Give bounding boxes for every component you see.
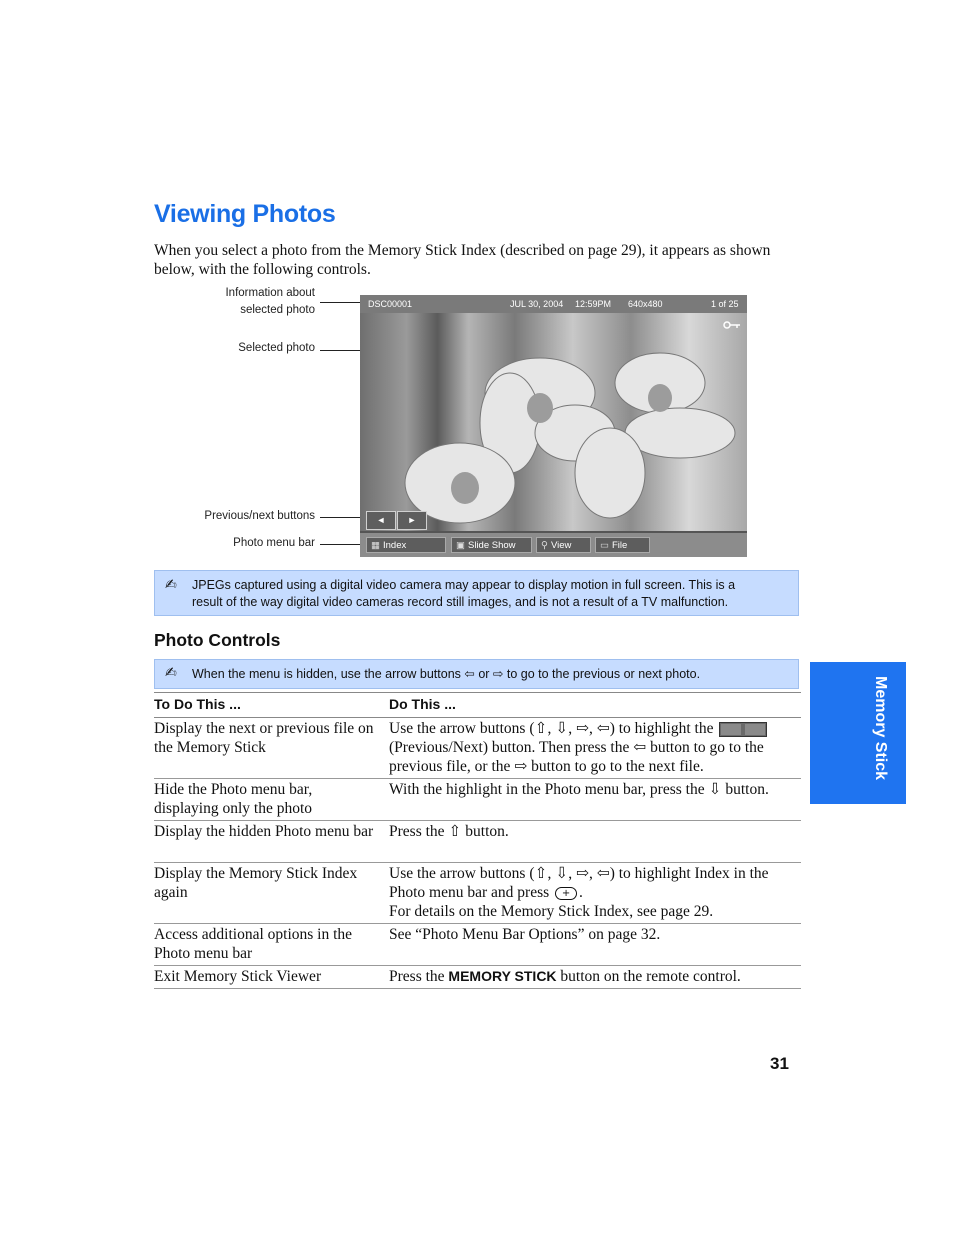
note-line: When the menu is hidden, use the arrow buttons ⇦ or ⇨ to go to the previous or next photo. (192, 667, 701, 681)
row-action: Exit Memory Stick Viewer (154, 968, 322, 985)
table-row (154, 718, 801, 779)
photo-viewer-screen (360, 295, 747, 557)
note-line: result of the way digital video cameras record still images, and is not a result of a TV malfunction. (192, 595, 729, 609)
menu-slideshow-button[interactable]: ▣ Slide Show (451, 537, 532, 553)
table-row (154, 821, 801, 863)
pencil-note-icon: ✍ (165, 576, 177, 592)
table-header (154, 692, 801, 718)
menu-file-button[interactable]: ▭ File (595, 537, 650, 553)
photo-time: 12:59PM (575, 299, 612, 309)
table-row (154, 966, 801, 989)
row-action: Display the next or previous file on the Memory Stick (154, 720, 374, 756)
row-action: Hide the Photo menu bar, displaying only the photo (154, 781, 313, 817)
leader-line (320, 302, 360, 303)
section-side-tab (810, 662, 906, 804)
row-action: Display the Memory Stick Index again (154, 865, 358, 901)
memory-stick-button-name: MEMORY STICK (448, 968, 557, 984)
callout-selected: Selected photo (238, 342, 315, 354)
note-line: JPEGs captured using a digital video camera may appear to display motion in full screen. This is a (192, 578, 736, 592)
column-header: To Do This ... (154, 696, 241, 712)
table-row (154, 924, 801, 966)
selected-photo (360, 313, 747, 531)
protect-key-icon (723, 317, 741, 335)
table-row (154, 863, 801, 924)
row-action: Access additional options in the Photo menu bar (154, 926, 353, 962)
leader-line (320, 544, 364, 545)
row-instruction: Use the arrow buttons (⇧, ⇩, ⇨, ⇦) to highlight the (Previous/Next) button. Then press the ⇦ button to go to the previous file, or the ⇨ button to go to the next file. (389, 719, 801, 776)
section-heading: Photo Controls (154, 630, 281, 650)
row-instruction: Use the arrow buttons (⇧, ⇩, ⇨, ⇦) to highlight Index in the Photo menu bar and press + . For details on the Memory Stick Index, see page 29. (389, 865, 769, 920)
photo-info-bar (360, 295, 747, 313)
prev-button[interactable]: ◄ (366, 511, 396, 530)
row-instruction: With the highlight in the Photo menu bar, press the ⇩ button. (389, 781, 769, 798)
row-action: Display the hidden Photo menu bar (154, 823, 374, 840)
magnifier-icon: ⚲ (541, 540, 548, 551)
photo-controls-table (154, 692, 801, 989)
photo-count: 1 of 25 (711, 299, 739, 309)
menu-index-button[interactable]: ▦ Index (366, 537, 446, 553)
table-row (154, 779, 801, 821)
photo-filename: DSC00001 (368, 299, 413, 309)
photo-menu-bar (360, 533, 747, 557)
next-button[interactable]: ► (397, 511, 427, 530)
callout-prevnext: Previous/next buttons (204, 510, 315, 522)
callout-menubar: Photo menu bar (233, 537, 315, 549)
row-instruction: Press the ⇧ button. (389, 823, 509, 840)
photo-date: JUL 30, 2004 (510, 299, 564, 309)
slideshow-icon: ▣ (456, 540, 465, 551)
note-box (154, 659, 799, 689)
index-grid-icon: ▦ (371, 540, 380, 551)
menu-view-button[interactable]: ⚲ View (536, 537, 591, 553)
orchid-photo (360, 313, 747, 531)
page-title: Viewing Photos (154, 200, 336, 228)
file-icon: ▭ (600, 540, 609, 551)
note-box (154, 570, 799, 616)
enter-button-icon: + (555, 887, 577, 900)
pencil-note-icon: ✍ (165, 664, 177, 680)
prev-next-button-icon (719, 722, 767, 737)
callout-info: Information about selected photo (225, 287, 315, 316)
row-instruction: See “Photo Menu Bar Options” on page 32. (389, 926, 661, 943)
column-header: Do This ... (389, 696, 456, 712)
intro-paragraph: When you select a photo from the Memory Stick Index (described on page 29), it appears as shown below, with the following controls. (154, 242, 771, 278)
photo-resolution: 640x480 (628, 299, 663, 309)
side-tab-label: Memory Stick (872, 676, 889, 781)
row-instruction: Press the MEMORY STICK button on the remote control. (389, 968, 741, 985)
leader-line (320, 517, 364, 518)
page-number: 31 (770, 1054, 789, 1073)
